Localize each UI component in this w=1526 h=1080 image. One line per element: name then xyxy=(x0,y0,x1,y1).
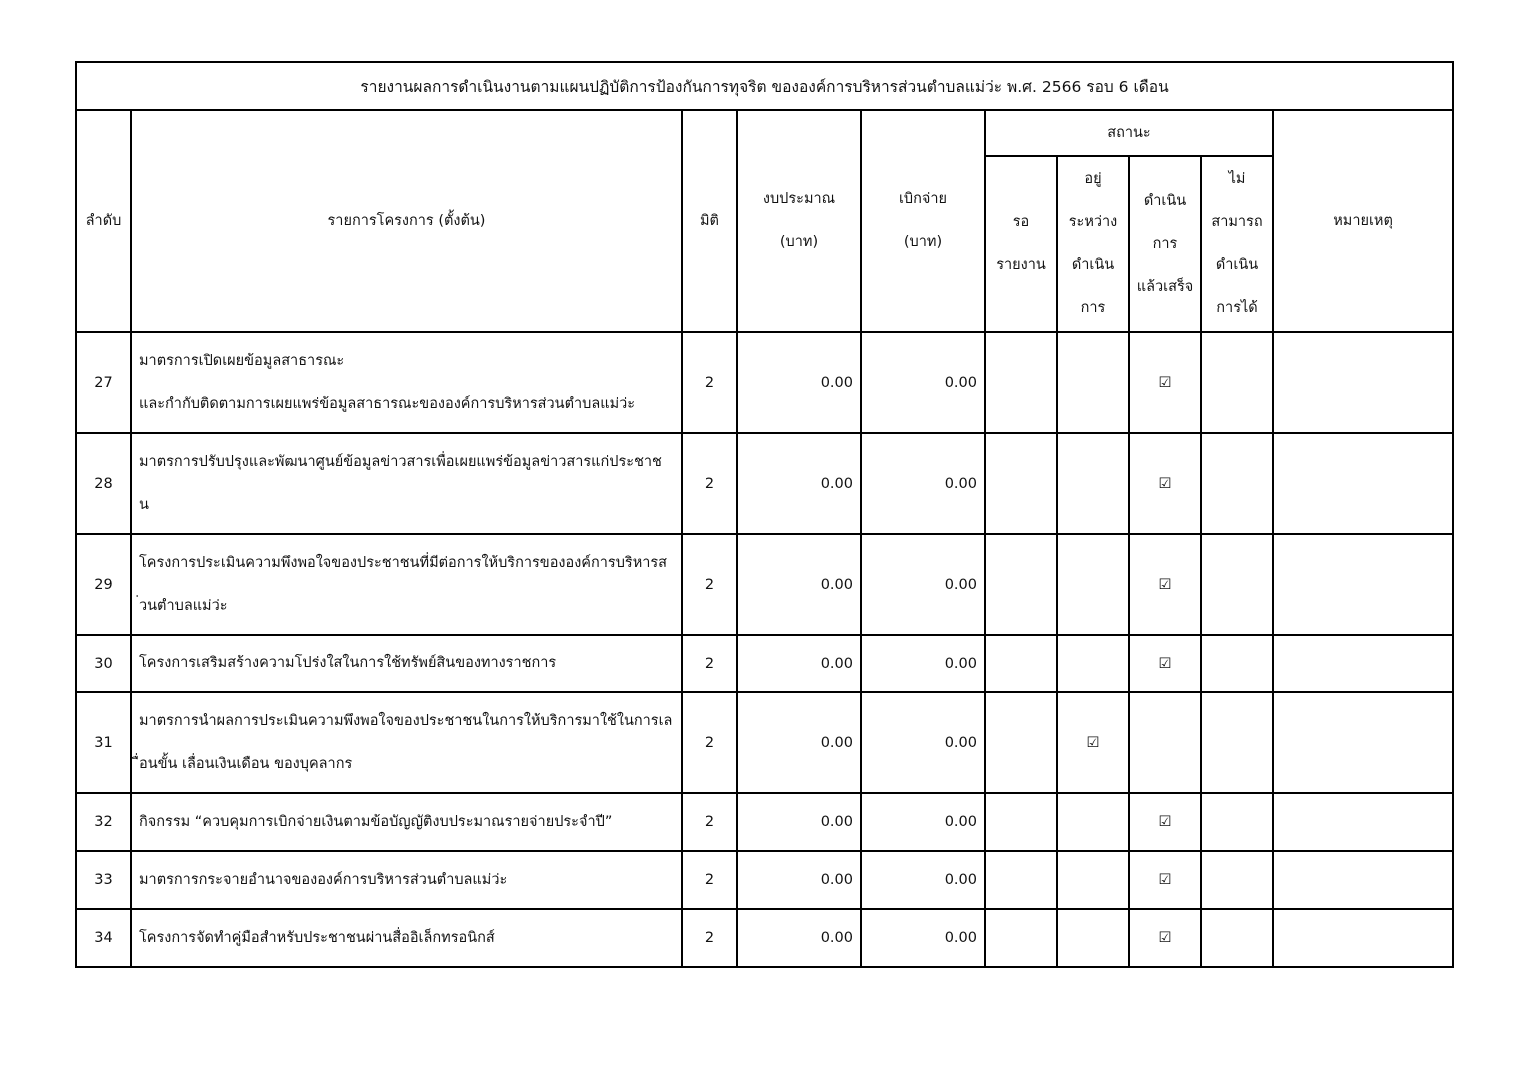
budget-cell: 0.00 xyxy=(737,534,861,635)
remark-cell xyxy=(1273,793,1453,851)
spent-cell: 0.00 xyxy=(861,793,985,851)
status-pending-cell xyxy=(985,692,1057,793)
dimension-cell: 2 xyxy=(682,909,737,967)
project-name xyxy=(131,851,682,909)
table-row xyxy=(76,909,1453,967)
dimension-cell: 2 xyxy=(682,332,737,433)
table-row xyxy=(76,332,1453,433)
checkbox-checked-icon: ☑ xyxy=(1158,814,1172,830)
spent-cell: 0.00 xyxy=(861,433,985,534)
project-name-line1: มาตรการปรับปรุงและพัฒนาศูนย์ข้อมูลข่าวสารเพื่อเผยแพร่ข้อมูลข่าวสารแก่ประชาช xyxy=(139,453,662,470)
report-table xyxy=(75,61,1454,968)
checkbox-checked-icon: ☑ xyxy=(1158,930,1172,946)
spent-cell: 0.00 xyxy=(861,635,985,692)
project-name xyxy=(131,909,682,967)
status-done-cell xyxy=(1129,793,1201,851)
table-row xyxy=(76,635,1453,692)
project-name-line1: โครงการเสริมสร้างความโปร่งใสในการใช้ทรัพย์สินของทางราชการ xyxy=(139,655,557,671)
row-number: 28 xyxy=(76,433,131,534)
remark-cell xyxy=(1273,534,1453,635)
status-pending-cell xyxy=(985,534,1057,635)
table-row xyxy=(76,433,1453,534)
status-unable-cell xyxy=(1201,793,1273,851)
table-row xyxy=(76,534,1453,635)
checkbox-checked-icon: ☑ xyxy=(1158,655,1172,672)
budget-cell: 0.00 xyxy=(737,909,861,967)
header-status-pending: รอ รายงาน xyxy=(985,156,1057,332)
report-title: รายงานผลการดำเนินงานตามแผนปฏิบัติการป้องกันการทุจริต ขององค์การบริหารส่วนตำบลแม่ว่ะ พ.ศ. 2566 รอบ 6 เดือน xyxy=(76,62,1453,110)
status-pending-cell xyxy=(985,332,1057,433)
status-pending-cell xyxy=(985,635,1057,692)
remark-cell xyxy=(1273,851,1453,909)
status-done-cell xyxy=(1129,534,1201,635)
remark-cell xyxy=(1273,433,1453,534)
budget-cell: 0.00 xyxy=(737,692,861,793)
project-name xyxy=(131,692,682,793)
project-name-line1: โครงการประเมินความพึงพอใจของประชาชนที่มีต่อการให้บริการขององค์การบริหารส xyxy=(139,554,668,571)
status-done-cell xyxy=(1129,909,1201,967)
spent-cell: 0.00 xyxy=(861,692,985,793)
table-row xyxy=(76,692,1453,793)
project-name-line2: ื่อนขั้น เลื่อนเงินเดือน ของบุคลากร xyxy=(139,755,353,772)
remark-cell xyxy=(1273,332,1453,433)
checkbox-checked-icon: ☑ xyxy=(1158,872,1172,888)
header-spent-line1: เบิกจ่าย xyxy=(898,191,948,207)
status-unable-cell xyxy=(1201,433,1273,534)
status-done-cell xyxy=(1129,635,1201,692)
project-name-line1: มาตรการกระจายอำนาจขององค์การบริหารส่วนตำบลแม่ว่ะ xyxy=(139,871,508,888)
row-number: 31 xyxy=(76,692,131,793)
checkbox-checked-icon: ☑ xyxy=(1158,576,1172,593)
status-unable-cell xyxy=(1201,534,1273,635)
dimension-cell: 2 xyxy=(682,851,737,909)
status-unable-cell xyxy=(1201,851,1273,909)
status-pending-cell xyxy=(985,851,1057,909)
status-inprogress-cell xyxy=(1057,635,1129,692)
status-unable-cell xyxy=(1201,635,1273,692)
budget-cell: 0.00 xyxy=(737,635,861,692)
table-row xyxy=(76,793,1453,851)
status-done-cell xyxy=(1129,433,1201,534)
project-name-line2: ่วนตำบลแม่ว่ะ xyxy=(139,597,228,614)
status-pending-cell xyxy=(985,793,1057,851)
status-inprogress-cell xyxy=(1057,332,1129,433)
project-name-line1: โครงการจัดทำคู่มือสำหรับประชาชนผ่านสื่ออิเล็กทรอนิกส์ xyxy=(139,929,495,946)
spent-cell: 0.00 xyxy=(861,332,985,433)
table-row xyxy=(76,851,1453,909)
remark-cell xyxy=(1273,692,1453,793)
checkbox-checked-icon: ☑ xyxy=(1158,475,1172,492)
header-project: รายการโครงการ (ตั้งต้น) xyxy=(131,110,682,332)
status-unable-cell xyxy=(1201,692,1273,793)
checkbox-checked-icon: ☑ xyxy=(1158,374,1172,391)
dimension-cell: 2 xyxy=(682,635,737,692)
dimension-cell: 2 xyxy=(682,433,737,534)
project-name-line2: และกำกับติดตามการเผยแพร่ข้อมูลสาธารณะขององค์การบริหารส่วนตำบลแม่ว่ะ xyxy=(139,395,636,412)
status-inprogress-cell xyxy=(1057,534,1129,635)
row-number: 27 xyxy=(76,332,131,433)
checkbox-checked-icon: ☑ xyxy=(1086,734,1100,751)
remark-cell xyxy=(1273,909,1453,967)
project-name-line1: กิจกรรม “ควบคุมการเบิกจ่ายเงินตามข้อบัญญัติงบประมาณรายจ่ายประจำปี” xyxy=(139,813,613,830)
header-status: สถานะ xyxy=(985,110,1273,156)
spent-cell: 0.00 xyxy=(861,909,985,967)
row-number: 34 xyxy=(76,909,131,967)
dimension-cell: 2 xyxy=(682,534,737,635)
spent-cell: 0.00 xyxy=(861,534,985,635)
header-budget xyxy=(737,110,861,332)
budget-cell: 0.00 xyxy=(737,332,861,433)
header-budget-line1: งบประมาณ xyxy=(762,191,836,207)
status-unable-cell xyxy=(1201,909,1273,967)
project-name xyxy=(131,534,682,635)
project-name xyxy=(131,332,682,433)
header-remark: หมายเหตุ xyxy=(1273,110,1453,332)
header-budget-line2: (บาท) xyxy=(779,234,819,250)
header-status-done: ดำเนิน การ แล้วเสร็จ xyxy=(1129,156,1201,332)
status-done-cell xyxy=(1129,332,1201,433)
header-status-unable: ไม่ สามารถ ดำเนิน การได้ xyxy=(1201,156,1273,332)
project-name-line1: มาตรการเปิดเผยข้อมูลสาธารณะ xyxy=(139,352,345,369)
status-inprogress-cell xyxy=(1057,692,1129,793)
status-inprogress-cell xyxy=(1057,433,1129,534)
row-number: 30 xyxy=(76,635,131,692)
project-name xyxy=(131,635,682,692)
spent-cell: 0.00 xyxy=(861,851,985,909)
project-name xyxy=(131,793,682,851)
row-number: 32 xyxy=(76,793,131,851)
header-spent xyxy=(861,110,985,332)
status-inprogress-cell xyxy=(1057,793,1129,851)
header-seq: ลำดับ xyxy=(76,110,131,332)
status-done-cell xyxy=(1129,692,1201,793)
budget-cell: 0.00 xyxy=(737,433,861,534)
status-pending-cell xyxy=(985,433,1057,534)
header-spent-line2: (บาท) xyxy=(903,234,943,250)
header-status-inprogress: อยู่ ระหว่าง ดำเนิน การ xyxy=(1057,156,1129,332)
row-number: 33 xyxy=(76,851,131,909)
row-number: 29 xyxy=(76,534,131,635)
dimension-cell: 2 xyxy=(682,692,737,793)
project-name-line2: น xyxy=(139,496,149,513)
status-done-cell xyxy=(1129,851,1201,909)
project-name-line1: มาตรการนำผลการประเมินความพึงพอใจของประชาชนในการให้บริการมาใช้ในการเล xyxy=(139,712,673,729)
header-dimension: มิติ xyxy=(682,110,737,332)
status-inprogress-cell xyxy=(1057,851,1129,909)
project-name xyxy=(131,433,682,534)
budget-cell: 0.00 xyxy=(737,851,861,909)
budget-cell: 0.00 xyxy=(737,793,861,851)
status-unable-cell xyxy=(1201,332,1273,433)
remark-cell xyxy=(1273,635,1453,692)
status-pending-cell xyxy=(985,909,1057,967)
dimension-cell: 2 xyxy=(682,793,737,851)
status-inprogress-cell xyxy=(1057,909,1129,967)
